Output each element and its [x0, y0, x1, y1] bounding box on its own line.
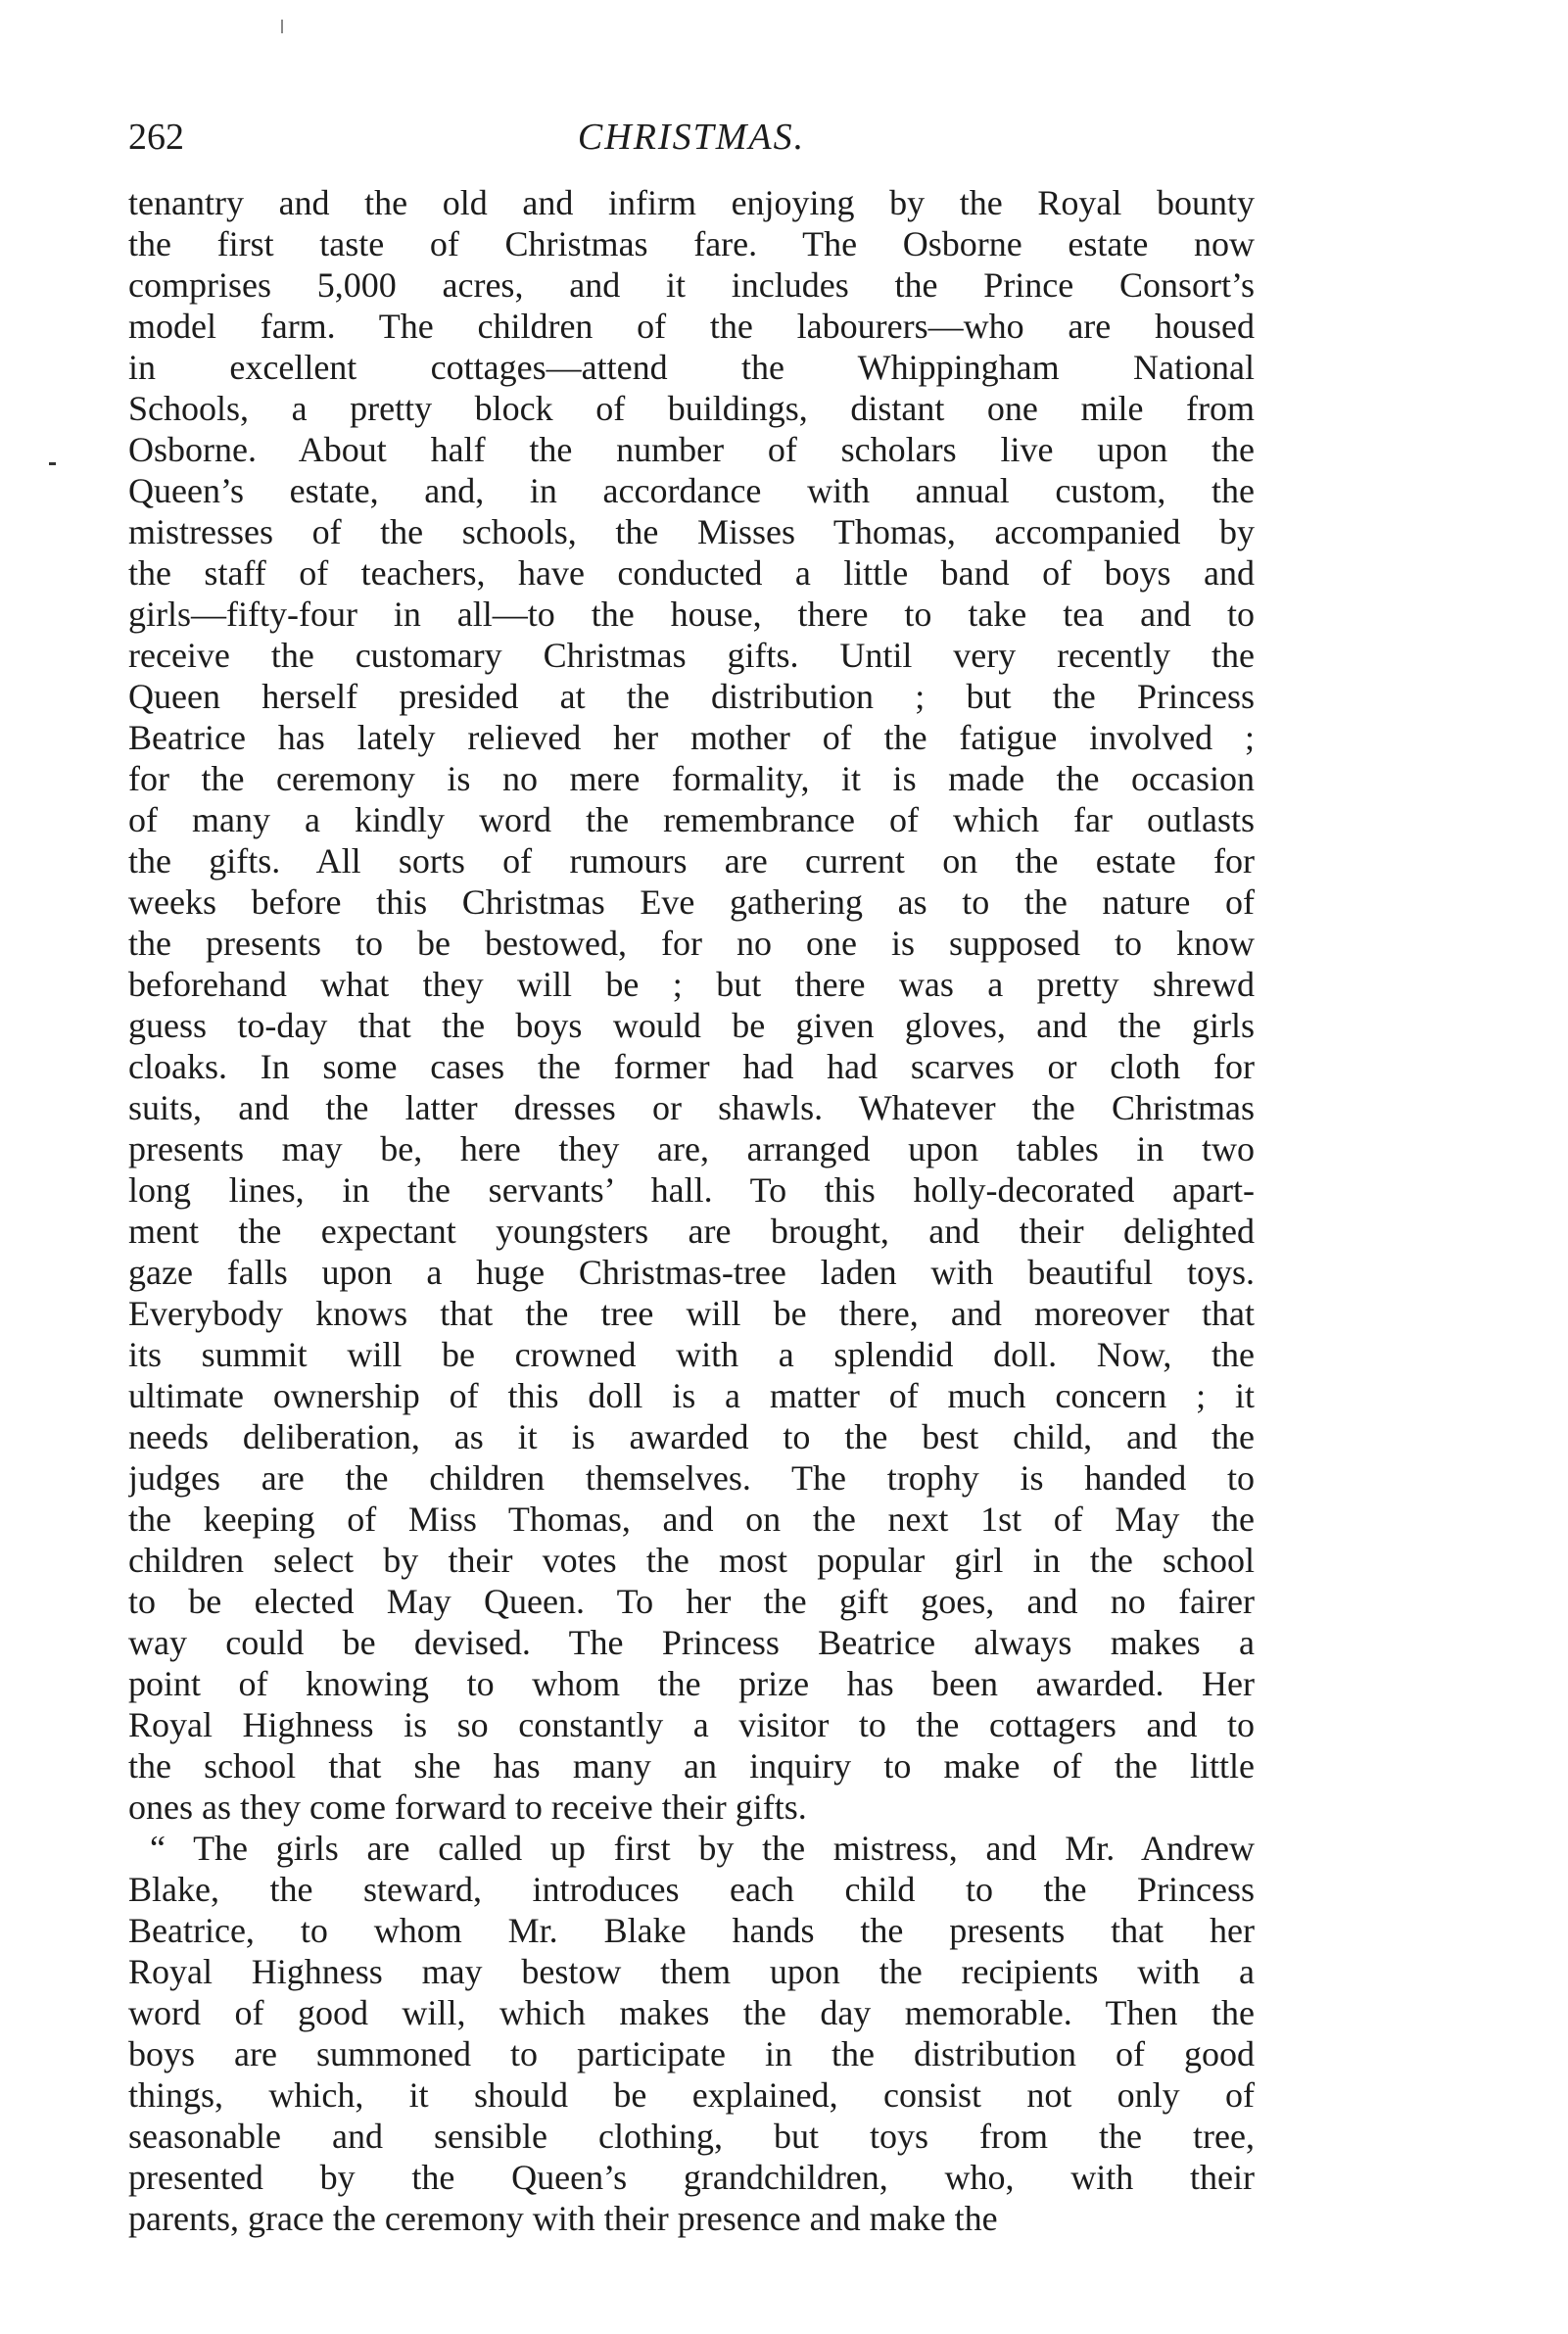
text-line: receive the customary Christmas gifts. Until very recently the: [128, 636, 1255, 675]
text-line: the presents to be bestowed, for no one is supposed to know: [128, 924, 1255, 963]
text-line: the keeping of Miss Thomas, and on the next 1st of May the: [128, 1500, 1255, 1539]
text-line: of many a kindly word the remembrance of which far outlasts: [128, 800, 1255, 839]
text-line: children select by their votes the most popular girl in the school: [128, 1541, 1255, 1580]
text-line: Royal Highness may bestow them upon the recipients with a: [128, 1952, 1255, 1991]
text-line: mistresses of the schools, the Misses Thomas, accompanied by: [128, 512, 1255, 551]
text-line: word of good will, which makes the day memorable. Then the: [128, 1993, 1255, 2032]
text-line: the first taste of Christmas fare. The Osborne estate now: [128, 224, 1255, 263]
margin-mark: [49, 462, 56, 465]
text-line: Royal Highness is so constantly a visitor to the cottagers and to: [128, 1705, 1255, 1744]
text-line: ultimate ownership of this doll is a matter of much concern ; it: [128, 1376, 1255, 1415]
text-line: presented by the Queen’s grandchildren, who, with their: [128, 2158, 1255, 2197]
text-line: Schools, a pretty block of buildings, distant one mile from: [128, 389, 1255, 428]
text-line: Beatrice, to whom Mr. Blake hands the presents that her: [128, 1911, 1255, 1950]
text-line: boys are summoned to participate in the distribution of good: [128, 2034, 1255, 2073]
text-line: Queen’s estate, and, in accordance with annual custom, the: [128, 471, 1255, 510]
text-line: the staff of teachers, have conducted a little band of boys and: [128, 553, 1255, 593]
text-line: to be elected May Queen. To her the gift goes, and no fairer: [128, 1582, 1255, 1621]
text-line: the school that she has many an inquiry to make of the little: [128, 1746, 1255, 1786]
text-line: guess to-day that the boys would be given gloves, and the girls: [128, 1006, 1255, 1045]
text-line: point of knowing to whom the prize has been awarded. Her: [128, 1664, 1255, 1703]
text-line: ones as they come forward to receive their gifts.: [128, 1787, 807, 1827]
text-line: its summit will be crowned with a splendid doll. Now, the: [128, 1335, 1255, 1374]
text-line: girls—fifty-four in all—to the house, there to take tea and to: [128, 595, 1255, 634]
text-line: needs deliberation, as it is awarded to the best child, and the: [128, 1417, 1255, 1456]
text-line: weeks before this Christmas Eve gathering as to the nature of: [128, 882, 1255, 922]
text-line: the gifts. All sorts of rumours are current on the estate for: [128, 841, 1255, 881]
text-line: for the ceremony is no mere formality, it is made the occasion: [128, 759, 1255, 798]
text-line: ment the expectant youngsters are brought, and their delighted: [128, 1212, 1255, 1251]
text-line: judges are the children themselves. The trophy is handed to: [128, 1458, 1255, 1498]
text-line: presents may be, here they are, arranged upon tables in two: [128, 1129, 1255, 1168]
text-line: beforehand what they will be ; but there was a pretty shrewd: [128, 965, 1255, 1004]
text-line: comprises 5,000 acres, and it includes the Prince Consort’s: [128, 265, 1255, 305]
page-number: 262: [128, 117, 184, 158]
text-line: Blake, the steward, introduces each child to the Princess: [128, 1870, 1255, 1909]
section-title: CHRISTMAS.: [577, 117, 806, 158]
text-line: Beatrice has lately relieved her mother of the fatigue involved ;: [128, 718, 1255, 757]
text-line: tenantry and the old and infirm enjoying by the Royal bounty: [128, 183, 1255, 222]
paragraph: [128, 1828, 1255, 2239]
text-line: cloaks. In some cases the former had had scarves or cloth for: [128, 1047, 1255, 1086]
text-line: model farm. The children of the labourers—who are housed: [128, 307, 1255, 346]
paragraph: [128, 182, 1255, 1828]
running-head: [128, 112, 1255, 170]
text-line: long lines, in the servants’ hall. To this holly-decorated apart-: [128, 1170, 1255, 1210]
text-line: Queen herself presided at the distribution ; but the Princess: [128, 677, 1255, 716]
stray-pen-mark: [281, 20, 283, 33]
text-line: way could be devised. The Princess Beatrice always makes a: [128, 1623, 1255, 1662]
text-line: Everybody knows that the tree will be there, and moreover that: [128, 1294, 1255, 1333]
text-line: seasonable and sensible clothing, but toys from the tree,: [128, 2117, 1255, 2156]
text-line: “ The girls are called up first by the mistress, and Mr. Andrew: [150, 1829, 1255, 1868]
text-line: things, which, it should be explained, consist not only of: [128, 2075, 1255, 2115]
text-line: parents, grace the ceremony with their presence and make the: [128, 2199, 998, 2238]
text-line: in excellent cottages—attend the Whippingham National: [128, 348, 1255, 387]
text-line: Osborne. About half the number of scholars live upon the: [128, 430, 1255, 469]
body-text: [128, 182, 1255, 2239]
text-line: gaze falls upon a huge Christmas-tree laden with beautiful toys.: [128, 1253, 1255, 1292]
text-line: suits, and the latter dresses or shawls. Whatever the Christmas: [128, 1088, 1255, 1127]
